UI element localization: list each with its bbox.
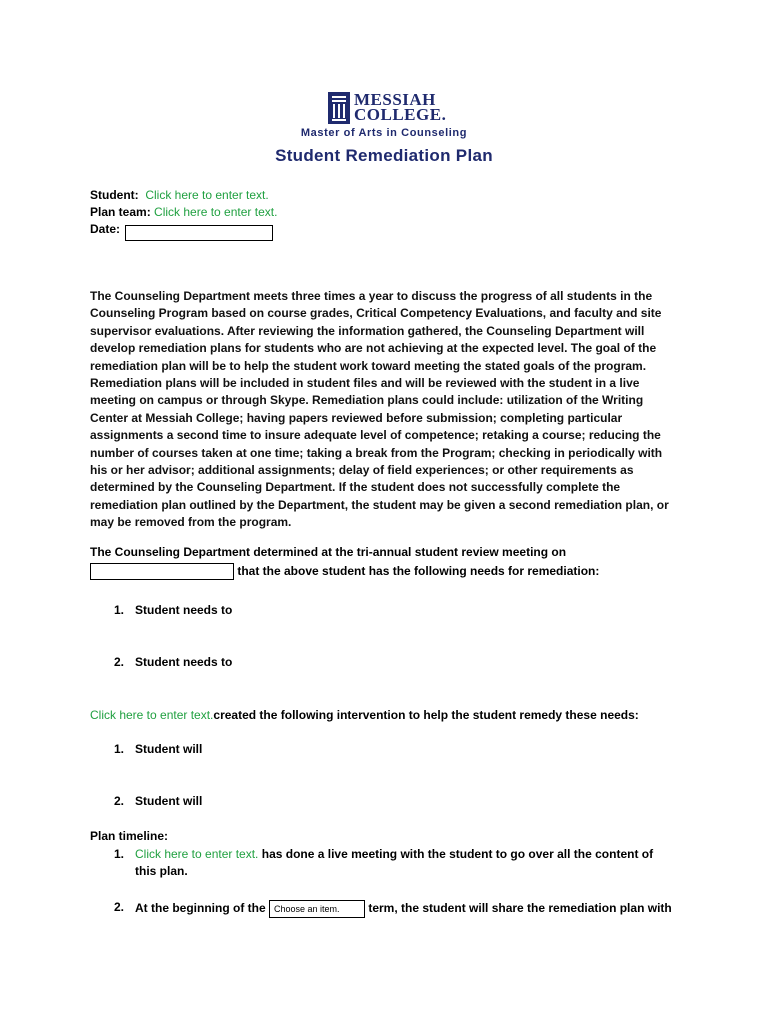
meeting-date-row [90,563,599,580]
policy-paragraph: The Counseling Department meets three times a year to discuss the progress of all students in the Counseling Program based on course grades, Critical Competency Evaluations, and faculty and site supervisor evaluations. After reviewing the information gathered, the Counseling Department will develop remediation plans for students who are not achieving at the expected level. The goal of the remediation plan will be to help the student work toward meeting the stated goals of the program. Remediation plans will be included in student files and will be reviewed with the student in a live meeting on campus or through Skype. Remediation plans could include: utilization of the Writing Center at Messiah College; having papers reviewed before submission; completing particular assignments a second time to insure adequate level of competence; retaking a course; reducing the number of courses taken at one time; taking a break from the Program; checking in periodically with his or her advisor; additional assignments; delay of field experiences; or other requirements as determined by the Counseling Department. If the student does not successfully complete the remediation plan outlined by the Department, the student may be given a second remediation plan, or may be removed from the program. [90,289,669,530]
student-row [90,187,269,204]
page-title: Student Remediation Plan [275,146,493,165]
needs-number-2: 2. [114,655,125,669]
intervention-team-field[interactable]: Click here to enter text. [90,708,214,722]
plan-team-row [90,204,277,221]
timeline-item-1-line2: this plan. [135,864,188,878]
timeline-item-2 [135,900,672,918]
needs-item-1: Student needs to [135,603,233,617]
meeting-date-field[interactable] [90,563,234,580]
timeline-item-1 [135,847,653,861]
timeline-person-field[interactable]: Click here to enter text. [135,847,259,861]
timeline-2-start: At the beginning of the [135,901,266,916]
determined-text: The Counseling Department determined at the tri-annual student review meeting on [90,545,567,559]
date-label: Date: [90,222,121,236]
needs-text: that the above student has the following needs for remediation: [237,564,600,578]
plan-team-field[interactable]: Click here to enter text. [154,205,278,219]
date-row [90,221,273,241]
intervention-row [90,707,639,724]
will-number-1: 1. [114,742,125,756]
timeline-number-2: 2. [114,900,125,914]
student-label: Student: [90,188,139,202]
term-dropdown[interactable]: Choose an item. [269,900,365,918]
student-field[interactable]: Click here to enter text. [145,188,269,202]
will-item-2: Student will [135,794,203,808]
will-number-2: 2. [114,794,125,808]
messiah-college-logo [328,92,446,128]
college-seal-icon [328,92,350,124]
timeline-number-1: 1. [114,847,125,861]
program-name: Master of Arts in Counseling [300,127,468,139]
logo-line-1: MESSIAH [354,90,436,109]
timeline-1-text: has done a live meeting with the student to go over all the content of [261,847,654,861]
timeline-2-text: term, the student will share the remediation plan with [368,901,672,916]
plan-team-label: Plan team: [90,205,151,219]
will-item-1: Student will [135,742,203,756]
date-field[interactable] [125,225,273,241]
timeline-label: Plan timeline: [90,829,169,843]
needs-number-1: 1. [114,603,125,617]
needs-item-2: Student needs to [135,655,233,669]
logo-line-2: COLLEGE. [354,105,447,124]
intervention-text: created the following intervention to help the student remedy these needs: [213,708,639,722]
